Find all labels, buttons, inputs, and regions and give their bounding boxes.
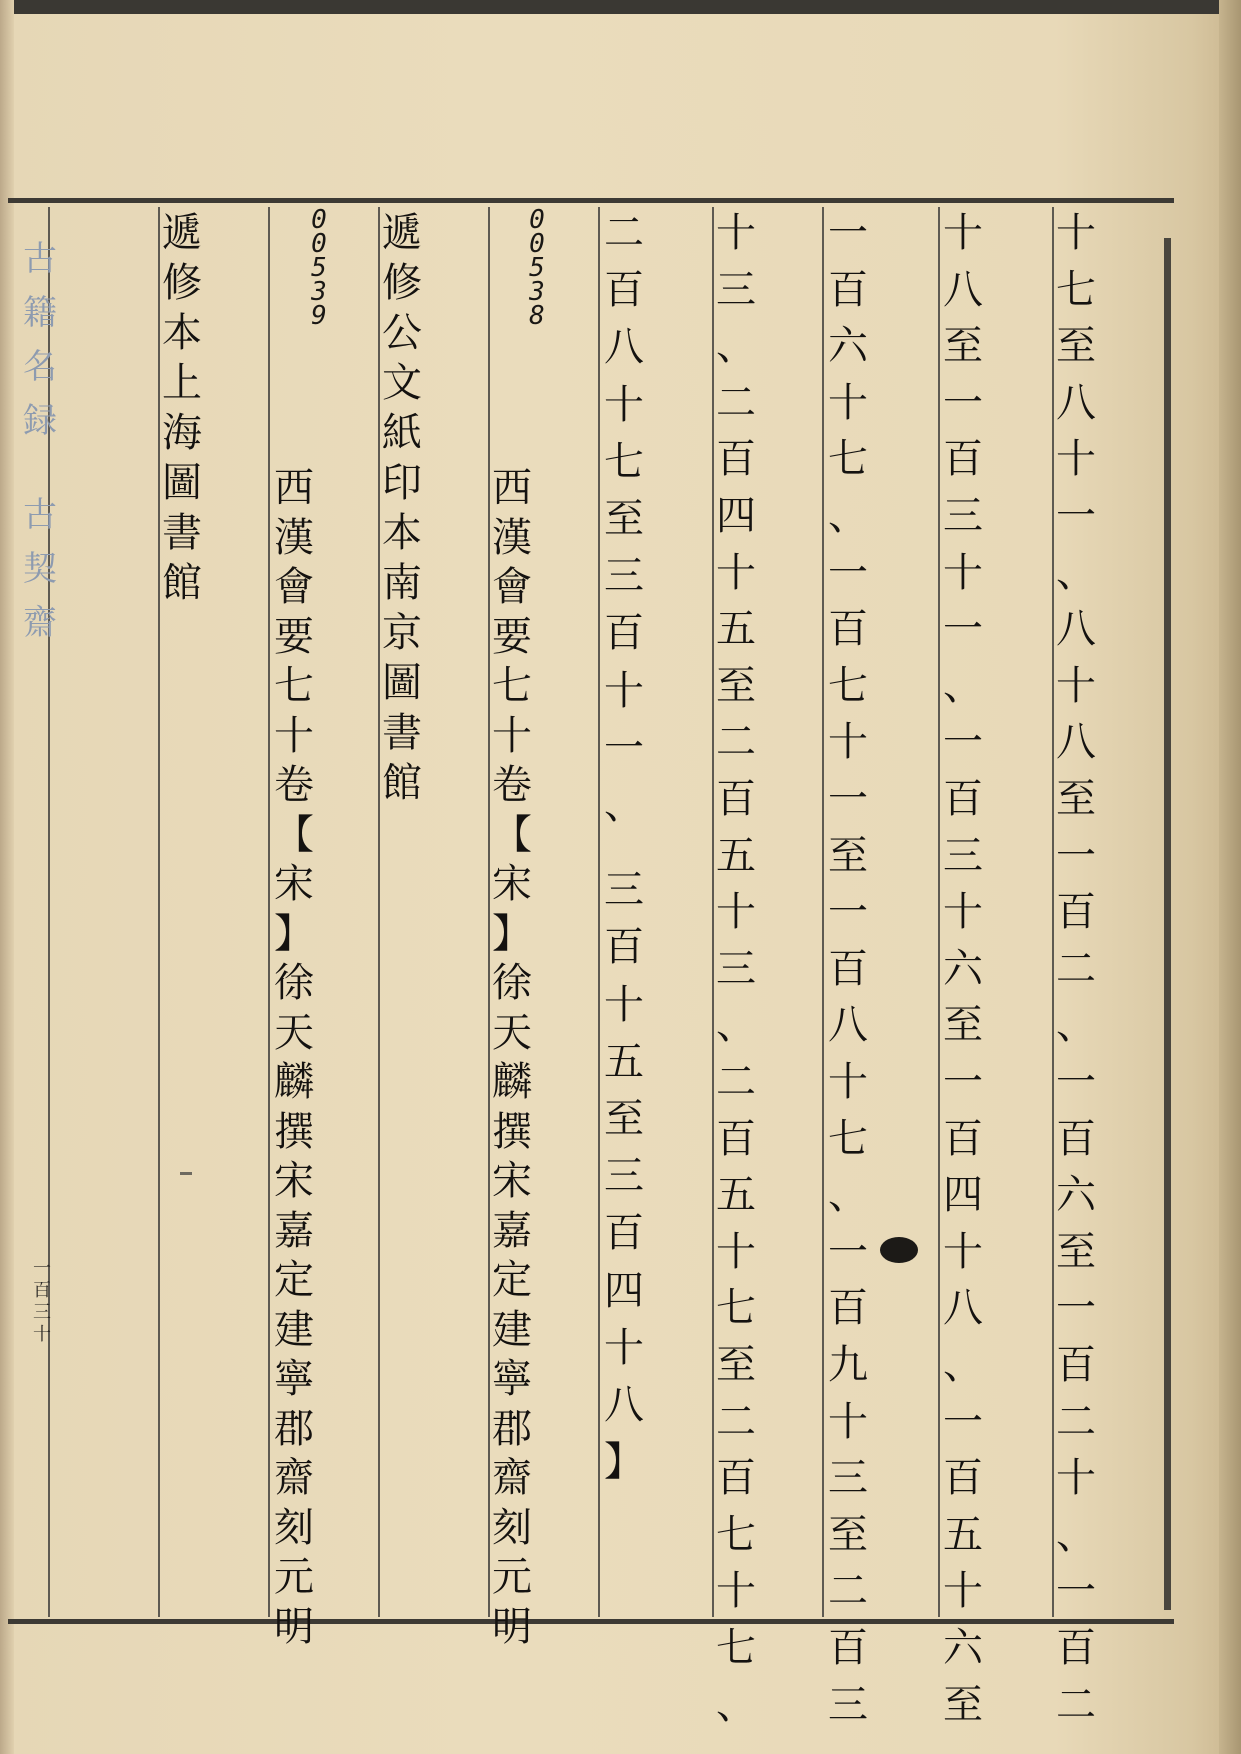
text-char: 寧 (274, 1356, 314, 1402)
text-char: 、 (604, 782, 644, 828)
text-char: 五 (716, 606, 756, 653)
text-char: 七 (274, 663, 314, 709)
text-char: 百 (943, 1115, 983, 1162)
text-char: 至 (716, 1342, 756, 1388)
text-char: 十 (492, 712, 532, 759)
text-char: 二 (1056, 1398, 1096, 1445)
text-char: 七 (716, 1511, 756, 1558)
catalog-number-digit: 0 (529, 229, 545, 259)
text-char: 百 (828, 1285, 868, 1332)
text-char: 、 (828, 1172, 868, 1219)
text-char: 十 (943, 210, 983, 256)
margin-title-char: 古 (23, 239, 57, 279)
text-char: 九 (828, 1342, 868, 1388)
page-number-char: 百 (33, 1280, 51, 1301)
catalog-number (511, 205, 563, 331)
catalog-number-digit: 5 (529, 253, 545, 283)
text-char: 天 (274, 1009, 314, 1056)
text-char: 刻 (274, 1504, 314, 1551)
margin-title (18, 232, 62, 650)
margin-title-char: 名 (23, 347, 57, 387)
text-char: 八 (1056, 379, 1096, 426)
text-char: 一 (1056, 832, 1096, 879)
text-char: 八 (943, 266, 983, 313)
text-char: 、 (828, 493, 868, 539)
text-char: 嘉 (492, 1207, 532, 1254)
text-char: 元 (492, 1554, 532, 1600)
text-char: 齋 (492, 1455, 532, 1501)
text-char: 宋 (274, 861, 314, 907)
text-char: 十 (604, 1324, 644, 1371)
text-char: 十 (716, 549, 756, 596)
text-char: 一 (604, 724, 644, 771)
text-char: 八 (1056, 606, 1096, 653)
text-char: 三 (943, 493, 983, 539)
text-char: 、 (716, 323, 756, 370)
text-char: 百 (716, 776, 756, 822)
text-char: 一 (828, 889, 868, 936)
text-char: 南 (382, 560, 422, 606)
text-char: 撰 (274, 1108, 314, 1155)
text-char: 【 (492, 811, 532, 858)
text-char: 宋 (492, 1158, 532, 1204)
text-char: 百 (943, 436, 983, 483)
text-char: 文 (382, 360, 422, 406)
text-char: 卷 (274, 762, 314, 808)
text-char: 麟 (492, 1059, 532, 1105)
text-char: 一 (943, 1059, 983, 1105)
text-char: 二 (1056, 1681, 1096, 1728)
text-char: 一 (1056, 493, 1096, 539)
text-char: 刻 (492, 1504, 532, 1551)
text-char: 三 (604, 867, 644, 914)
text-char: 十 (943, 1568, 983, 1615)
text-char: 、 (943, 1342, 983, 1388)
text-char: 七 (828, 1115, 868, 1162)
text-char: 八 (828, 1002, 868, 1049)
text-char: 一 (828, 1228, 868, 1275)
text-char: 二 (1056, 945, 1096, 992)
text-char: 書 (382, 710, 422, 756)
text-char: 七 (604, 438, 644, 485)
text-char: 百 (716, 436, 756, 483)
text-char: 館 (382, 760, 422, 806)
catalog-number-digit: 9 (311, 301, 327, 331)
catalog-number-digit: 0 (311, 229, 327, 259)
text-char: 元 (274, 1554, 314, 1600)
text-char: 會 (492, 564, 532, 610)
text-char: 七 (828, 436, 868, 483)
text-char: 徐 (274, 960, 314, 1006)
text-char: 七 (828, 662, 868, 709)
text-char: 館 (162, 560, 202, 606)
text-char: 至 (943, 1002, 983, 1049)
text-char: 百 (828, 1625, 868, 1671)
margin-publisher-char: 契 (23, 549, 57, 589)
text-char: 遞 (162, 210, 202, 256)
text-char: 三 (716, 945, 756, 992)
page-number-char: 十 (33, 1324, 51, 1345)
text-char: 郡 (492, 1405, 532, 1452)
text-char: 齋 (274, 1455, 314, 1501)
text-char: 定 (274, 1257, 314, 1303)
catalog-number-digit: 0 (311, 205, 327, 235)
text-char: 至 (604, 1096, 644, 1142)
catalog-number-digit: 5 (311, 253, 327, 283)
text-char: 、 (943, 662, 983, 709)
text-char: 三 (604, 553, 644, 600)
text-char: 上 (162, 360, 202, 406)
text-char: 八 (604, 324, 644, 371)
text-char: 三 (604, 1153, 644, 1200)
text-char: 八 (1056, 719, 1096, 766)
text-char: 、 (716, 1681, 756, 1728)
frame-right-border (1164, 238, 1171, 1610)
text-char: 八 (943, 1285, 983, 1332)
page-right-edge (1219, 0, 1241, 1754)
text-char: 十 (1056, 1455, 1096, 1502)
text-char: 至 (943, 1681, 983, 1728)
catalog-number-digit: 3 (529, 277, 545, 307)
text-char: 十 (828, 719, 868, 766)
text-char: 紙 (382, 410, 422, 456)
text-char: 八 (604, 1382, 644, 1428)
text-char: 十 (943, 549, 983, 596)
text-char: 一 (828, 210, 868, 256)
text-char: 麟 (274, 1059, 314, 1105)
text-char: 寧 (492, 1356, 532, 1402)
text-char: 至 (1056, 776, 1096, 822)
text-char: 百 (1056, 1342, 1096, 1388)
text-char: 四 (943, 1172, 983, 1219)
text-char: 書 (162, 510, 202, 556)
text-char: 圖 (162, 460, 202, 506)
text-char: 西 (492, 465, 532, 511)
text-char: 十 (828, 1059, 868, 1105)
text-char: 圖 (382, 660, 422, 706)
text-char: 印 (382, 460, 422, 506)
text-char: 宋 (274, 1158, 314, 1204)
text-char: 二 (716, 379, 756, 426)
text-char: 百 (1056, 889, 1096, 936)
text-char: 本 (162, 310, 202, 356)
text-char: 三 (828, 1455, 868, 1502)
page-number-char: 三 (33, 1302, 51, 1323)
margin-publisher-char: 齋 (23, 603, 57, 643)
text-char: 西 (274, 465, 314, 511)
text-char: 嘉 (274, 1207, 314, 1254)
margin-title-char: 籍 (23, 293, 57, 333)
text-char: 公 (382, 310, 422, 356)
text-char: 、 (1056, 549, 1096, 596)
text-char: 一 (828, 549, 868, 596)
text-char: 十 (604, 981, 644, 1028)
text-char: 三 (716, 266, 756, 313)
text-char: 十 (716, 889, 756, 936)
text-char: 六 (943, 1625, 983, 1671)
text-char: 十 (1056, 210, 1096, 256)
text-char: 百 (604, 924, 644, 971)
text-char: 五 (604, 1038, 644, 1085)
text-char: 十 (604, 667, 644, 714)
text-char: 明 (274, 1603, 314, 1650)
text-char: 十 (716, 1568, 756, 1615)
text-char: 至 (1056, 323, 1096, 370)
text-char: 一 (943, 719, 983, 766)
text-char: 至 (828, 1511, 868, 1558)
text-char: 至 (1056, 1228, 1096, 1275)
catalog-number-digit: 0 (529, 205, 545, 235)
text-char: 三 (828, 1681, 868, 1728)
text-char: 七 (716, 1625, 756, 1671)
text-char: 要 (492, 613, 532, 660)
text-char: 天 (492, 1009, 532, 1056)
text-char: 五 (716, 1172, 756, 1219)
text-char: 至 (604, 496, 644, 542)
text-char: 四 (604, 1267, 644, 1314)
margin-title-char: 録 (23, 401, 57, 441)
text-char: 至 (943, 323, 983, 370)
text-char: 十 (1056, 436, 1096, 483)
text-char: 一 (943, 606, 983, 653)
catalog-number (293, 205, 345, 331)
text-char: 六 (943, 945, 983, 992)
text-char: 百 (828, 945, 868, 992)
text-char: 一 (943, 1398, 983, 1445)
text-char: 十 (604, 381, 644, 428)
text-char: 徐 (492, 960, 532, 1006)
text-char: 建 (492, 1306, 532, 1353)
text-char: 百 (828, 266, 868, 313)
catalog-number-digit: 3 (311, 277, 327, 307)
text-char: 七 (716, 1285, 756, 1332)
text-char: 定 (492, 1257, 532, 1303)
text-char: 百 (828, 606, 868, 653)
text-char: 】 (604, 1439, 644, 1486)
text-char: 百 (943, 776, 983, 822)
text-char: 十 (716, 1228, 756, 1275)
text-char: 修 (162, 260, 202, 306)
text-char: 一 (828, 776, 868, 822)
text-char: 百 (943, 1455, 983, 1502)
text-char: 】 (492, 910, 532, 957)
text-char: 撰 (492, 1108, 532, 1155)
text-char: 遞 (382, 210, 422, 256)
text-char: 至 (828, 832, 868, 879)
text-char: 十 (828, 1398, 868, 1445)
text-char: 明 (492, 1603, 532, 1650)
text-char: 七 (492, 663, 532, 709)
text-char: 要 (274, 613, 314, 660)
page-number-char: 一 (33, 1258, 51, 1279)
text-char: 卷 (492, 762, 532, 808)
text-char: 七 (1056, 266, 1096, 313)
text-char: 百 (1056, 1625, 1096, 1671)
text-char: 、 (1056, 1511, 1096, 1558)
text-char: 百 (604, 1210, 644, 1257)
text-char: 二 (716, 1059, 756, 1105)
text-char: 建 (274, 1306, 314, 1353)
text-char: 一 (1056, 1285, 1096, 1332)
text-char: 三 (943, 832, 983, 879)
text-char: 十 (828, 379, 868, 426)
text-char: 、 (716, 1002, 756, 1049)
text-char: 漢 (274, 514, 314, 561)
text-char: 海 (162, 410, 202, 456)
text-char: 百 (604, 610, 644, 657)
text-char: 二 (828, 1568, 868, 1615)
text-char: 百 (716, 1455, 756, 1502)
text-char: 漢 (492, 514, 532, 561)
text-char: 六 (828, 323, 868, 370)
text-char: 至 (716, 662, 756, 709)
text-char: 百 (604, 267, 644, 314)
margin-gap (18, 448, 62, 488)
ink-stain (880, 1237, 918, 1263)
text-char: 十 (1056, 662, 1096, 709)
page-number (24, 1258, 60, 1346)
text-char: 五 (943, 1511, 983, 1558)
text-char: 十 (716, 210, 756, 256)
text-char: 一 (1056, 1059, 1096, 1105)
text-char: 百 (1056, 1115, 1096, 1162)
text-char: 二 (604, 210, 644, 256)
ink-mark (180, 1172, 192, 1175)
text-char: 十 (943, 889, 983, 936)
text-char: 十 (943, 1228, 983, 1275)
text-char: 本 (382, 510, 422, 556)
text-char: 】 (274, 910, 314, 957)
top-edge (0, 0, 1241, 14)
text-char: 二 (716, 1398, 756, 1445)
text-char: 郡 (274, 1405, 314, 1452)
text-char: 百 (716, 1115, 756, 1162)
text-char: 宋 (492, 861, 532, 907)
margin-publisher-char: 古 (23, 495, 57, 535)
text-char: 五 (716, 832, 756, 879)
text-char: 十 (274, 712, 314, 759)
text-char: 修 (382, 260, 422, 306)
text-char: 、 (1056, 1002, 1096, 1049)
text-char: 四 (716, 493, 756, 539)
text-char: 一 (1056, 1568, 1096, 1615)
catalog-number-digit: 8 (529, 301, 545, 331)
text-char: 會 (274, 564, 314, 610)
text-char: 一 (943, 379, 983, 426)
text-char: 京 (382, 610, 422, 656)
text-char: 二 (716, 719, 756, 766)
text-char: 【 (274, 811, 314, 858)
text-char: 六 (1056, 1172, 1096, 1219)
